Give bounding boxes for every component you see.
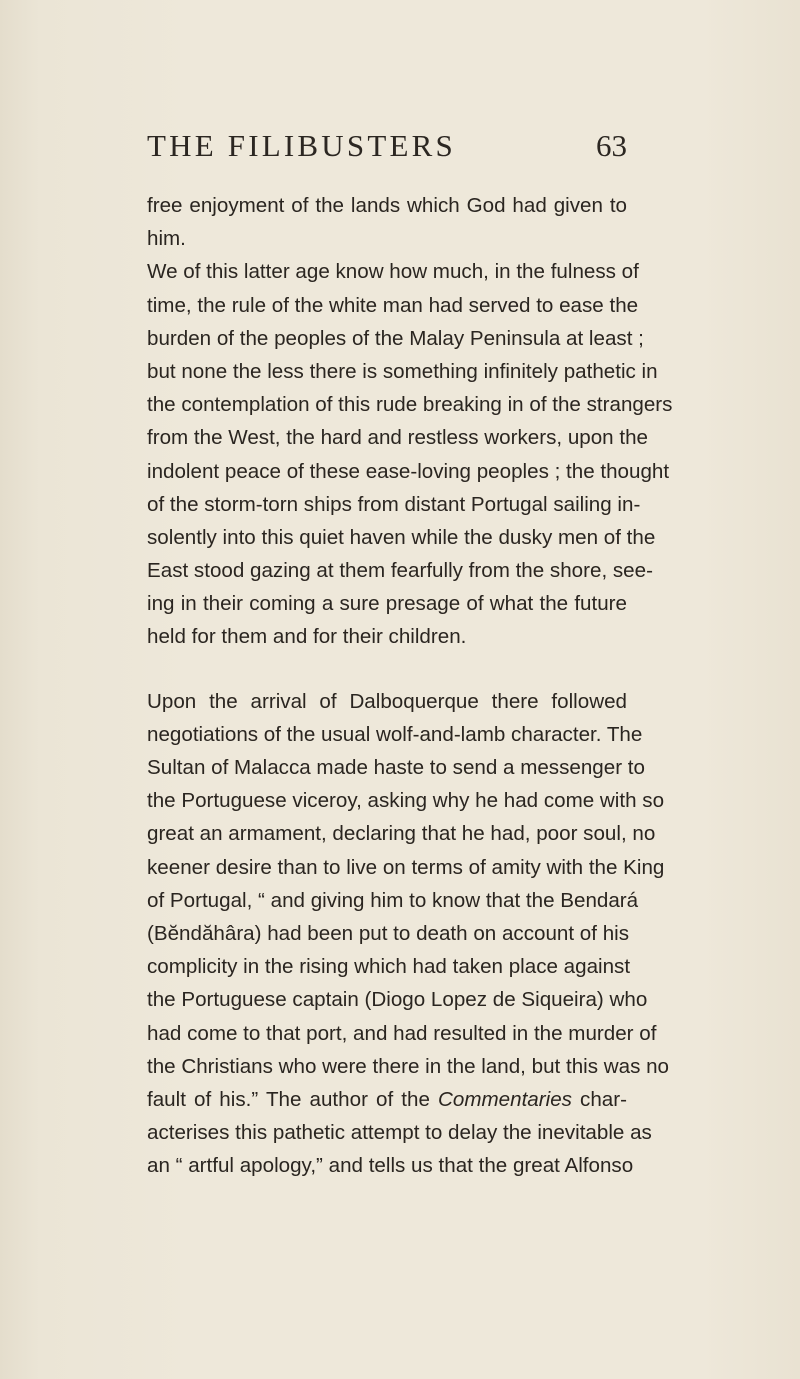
paragraph-2 xyxy=(147,255,673,653)
text-line: of Portugal, “ and giving him to know that the Bendará xyxy=(147,888,639,912)
text-line: keener desire than to live on terms of amity with the King xyxy=(147,855,665,879)
text-line: but none the less there is something infinitely pathetic in xyxy=(147,359,658,383)
text-line: the Christians who were there in the land, but this was no xyxy=(147,1054,669,1078)
text-line: solently into this quiet haven while the dusky men of the xyxy=(147,525,656,549)
text-line: indolent peace of these ease-loving peoples ; the thought xyxy=(147,459,670,483)
text-line: great an armament, declaring that he had, poor soul, no xyxy=(147,822,656,846)
italic-title: Commentaries xyxy=(438,1087,572,1111)
text-line: We of this latter age know how much, in the fulness of xyxy=(147,260,639,284)
page-header xyxy=(147,128,627,168)
text-line: the contemplation of this rude breaking in of the strangers xyxy=(147,393,673,417)
paragraph-1 xyxy=(147,189,627,255)
text-line: complicity in the rising which had taken place against xyxy=(147,955,631,979)
text-line: free enjoyment of the lands which God had given to xyxy=(147,194,627,217)
text-line: the Portuguese captain (Diogo Lopez de Siqueira) who xyxy=(147,988,648,1012)
text-line: negotiations of the usual wolf-and-lamb character. The xyxy=(147,722,643,746)
text-line: him. xyxy=(147,227,186,251)
page-number: 63 xyxy=(596,128,627,163)
text-line: acterises this pathetic attempt to delay the inevitable as xyxy=(147,1121,652,1145)
text-line: Sultan of Malacca made haste to send a messenger to xyxy=(147,756,645,779)
running-title: THE FILIBUSTERS xyxy=(147,128,456,163)
text-line: held for them and for their children. xyxy=(147,625,467,649)
text-fragment: char- xyxy=(571,1087,627,1111)
text-line: East stood gazing at them fearfully from the shore, see- xyxy=(147,559,653,583)
text-line: ing in their coming a sure presage of what the future xyxy=(147,592,627,616)
text-line: had come to that port, and had resulted in the murder of xyxy=(147,1021,657,1045)
text-line: an “ artful apology,” and tells us that the great Alfonso xyxy=(147,1154,634,1178)
text-line: time, the rule of the white man had served to ease the xyxy=(147,293,639,317)
paragraph-gap xyxy=(147,654,627,685)
text-line: (Bĕndăhâra) had been put to death on account of his xyxy=(147,921,630,945)
text-line: from the West, the hard and restless workers, upon the xyxy=(147,426,648,450)
text-line-with-italic xyxy=(147,1083,627,1116)
body-text xyxy=(147,189,673,1182)
text-line: burden of the peoples of the Malay Peninsula at least ; xyxy=(147,326,644,350)
text-fragment: fault of his.” The author of the xyxy=(147,1087,430,1111)
text-line: Upon the arrival of Dalboquerque there followed xyxy=(147,689,627,713)
paragraph-3 xyxy=(147,685,669,1183)
text-line: of the storm-torn ships from distant Portugal sailing in- xyxy=(147,492,641,516)
text-line: the Portuguese viceroy, asking why he had come with so xyxy=(147,789,665,813)
